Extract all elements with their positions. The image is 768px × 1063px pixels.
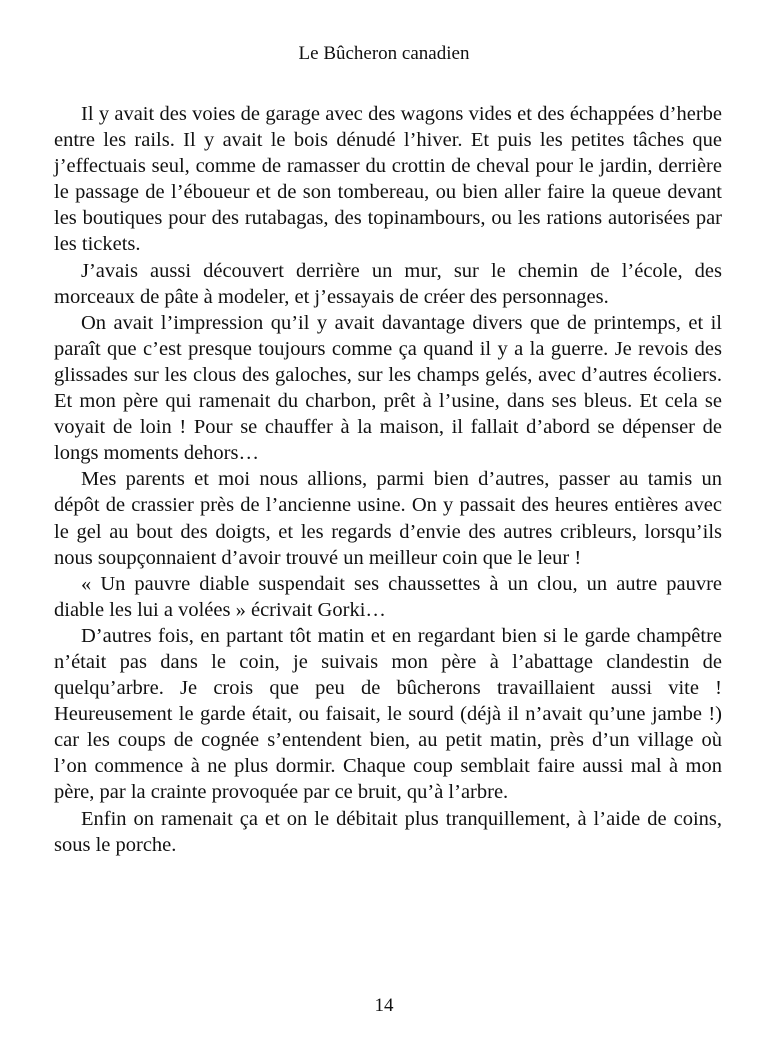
paragraph: Il y avait des voies de garage avec des wagons vides et des échappées d’herbe entre les rails. Il y avait le bois dénudé l’hiver. Et puis les petites tâches que j’effectuais seul, comme de ramasser du crottin de cheval pour le jardin, derrière le passage de l’éboueur et de son tombereau, ou bien aller faire la queue devant les boutiques pour des rutabagas, des topinambours, ou les rations autorisées par les tickets. bbox=[54, 103, 722, 256]
paragraph: « Un pauvre diable suspendait ses chaussettes à un clou, un autre pauvre diable les lui a volées » écrivait Gorki… bbox=[54, 572, 722, 621]
paragraph: Enfin on ramenait ça et on le débitait plus tranquillement, à l’aide de coins, sous le porche. bbox=[54, 807, 722, 856]
paragraph: D’autres fois, en partant tôt matin et en regardant bien si le garde champêtre n’était pas dans le coin, je suivais mon père à l’abattage clandestin de quelqu’arbre. Je crois que peu de bûcherons travaillaient aussi vite ! Heureusement le garde était, ou faisait, le sourd (déjà il n’avait qu’une jambe !) car les coups de cognée s’entendent bien, au petit matin, près d’un village où l’on commence à ne plus dormir. Chaque coup semblait faire aussi mal à mon père, par la crainte provoquée par ce bruit, qu’à l’arbre. bbox=[54, 624, 722, 804]
body-text bbox=[54, 101, 722, 858]
paragraph: J’avais aussi découvert derrière un mur, sur le chemin de l’école, des morceaux de pâte à modeler, et j’essayais de créer des personnages. bbox=[54, 259, 722, 308]
page-number: 14 bbox=[374, 995, 394, 1016]
paragraph: Mes parents et moi nous allions, parmi bien d’autres, passer au tamis un dépôt de crassier près de l’ancienne usine. On y passait des heures entières avec le gel au bout des doigts, et les regards d’envie des autres cribleurs, lorsqu’ils nous soupçonnaient d’avoir trouvé un meilleur coin que le leur ! bbox=[54, 468, 722, 569]
running-header: Le Bûcheron canadien bbox=[298, 43, 470, 64]
paragraph: On avait l’impression qu’il y avait davantage divers que de printemps, et il paraît que c’est presque toujours comme ça quand il y a la guerre. Je revois des glissades sur les clous des galoches, sur les champs gelés, avec d’autres écoliers. Et mon père qui ramenait du charbon, prêt à l’usine, dans ses bleus. Et cela se voyait de loin ! Pour se chauffer à la maison, il fallait d’abord se dépenser de longs moments dehors… bbox=[54, 311, 722, 465]
